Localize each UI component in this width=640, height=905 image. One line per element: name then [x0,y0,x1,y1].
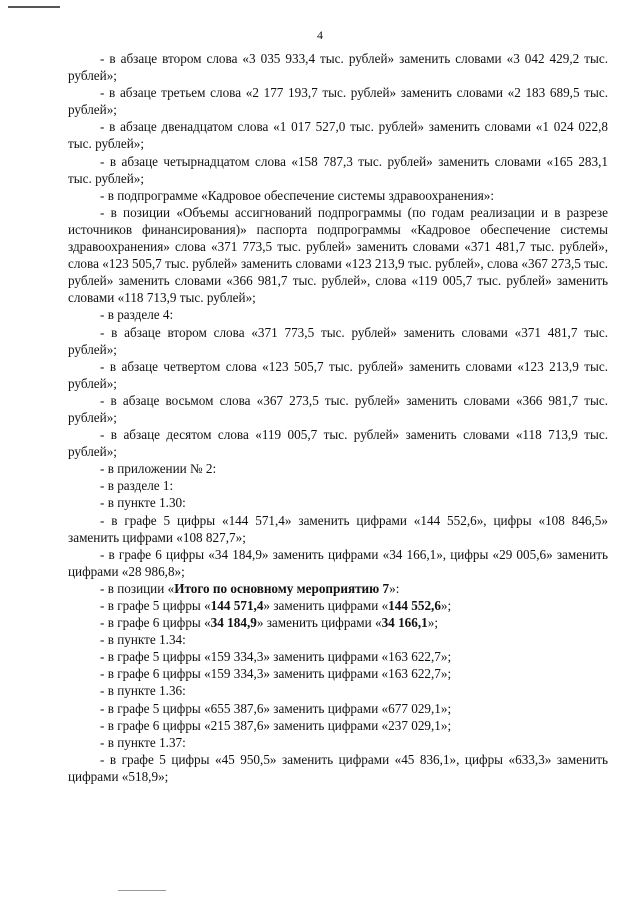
amendment-paragraph: - в абзаце четвертом слова «123 505,7 тыс. рублей» заменить словами «123 213,9 тыс. рублей»; [68,358,608,391]
amendment-paragraph: - в графе 5 цифры «45 950,5» заменить цифрами «45 836,1», цифры «633,3» заменить цифрами «518,9»; [68,751,608,784]
amendment-paragraph: - в пункте 1.36: [100,683,186,699]
amendment-paragraph: - в абзаце втором слова «3 035 933,4 тыс. рублей» заменить словами «3 042 429,2 тыс. рублей»; [68,51,608,84]
amendment-paragraph: - в абзаце двенадцатом слова «1 017 527,0 тыс. рублей» заменить словами «1 024 022,8 тыс. рублей»; [68,119,608,152]
amendment-paragraph: - в пункте 1.37: [100,734,186,750]
document-body [68,50,608,785]
text-run: » заменить цифрами « [256,615,382,631]
amendment-paragraph: - в позиции «Объемы ассигнований подпрограммы (по годам реализации и в разрезе источников финансирования)» паспорта подпрограммы «Кадровое обеспечение системы здравоохранения» слова «371 773,5 тыс. рублей» заменить словами «371 481,7 тыс. рублей», слова «123 505,7 тыс. рублей» заменить словами «123 213,9 тыс. рублей», слова «367 273,5 тыс. рублей» заменить словами «366 981,7 тыс. рублей», слова «119 005,7 тыс. рублей» заменить словами «118 713,9 тыс. рублей»; [68,204,608,306]
scan-artifact-line [8,6,60,8]
amendment-paragraph: - в абзаце четырнадцатом слова «158 787,3 тыс. рублей» заменить словами «165 283,1 тыс. рублей»; [68,153,608,186]
amendment-paragraph: - в разделе 4: [100,307,174,323]
amendment-paragraph: - в графе 6 цифры «34 184,9» заменить цифрами «34 166,1», цифры «29 005,6» заменить цифрами «28 986,8»; [68,546,608,579]
amendment-paragraph [68,597,608,614]
amendment-paragraph: - в абзаце восьмом слова «367 273,5 тыс. рублей» заменить словами «366 981,7 тыс. рублей»; [68,392,608,425]
bold-text: Итого по основному мероприятию 7 [174,580,390,596]
bold-text: 144 571,4 [210,598,264,613]
amendment-paragraph [68,580,608,597]
text-run: » заменить цифрами « [263,598,389,613]
amendment-paragraph: - в подпрограмме «Кадровое обеспечение системы здравоохранения»: [100,187,495,203]
text-run: »; [440,598,452,613]
amendment-paragraph: - в приложении № 2: [100,461,217,477]
text-run: »: [389,580,400,596]
amendment-paragraph: - в пункте 1.34: [100,632,186,648]
text-run: - в позиции « [100,580,175,596]
amendment-paragraph: - в абзаце десятом слова «119 005,7 тыс. рублей» заменить словами «118 713,9 тыс. рублей»; [68,427,608,460]
amendment-paragraph: - в пункте 1.30: [100,495,186,511]
page-number: 4 [317,28,323,42]
text-run: - в графе 6 цифры « [100,615,211,631]
amendment-paragraph: - в разделе 1: [100,478,174,494]
text-run: - в графе 5 цифры « [100,598,211,613]
amendment-paragraph: - в графе 5 цифры «144 571,4» заменить цифрами «144 552,6», цифры «108 846,5» заменить цифрами «108 827,7»; [68,512,608,545]
amendment-paragraph: - в абзаце втором слова «371 773,5 тыс. рублей» заменить словами «371 481,7 тыс. рублей»; [68,324,608,357]
bold-text: 34 184,9 [210,615,257,631]
amendment-paragraph: - в графе 6 цифры «215 387,6» заменить цифрами «237 029,1»; [100,717,452,733]
amendment-paragraph: - в абзаце третьем слова «2 177 193,7 тыс. рублей» заменить словами «2 183 689,5 тыс. рублей»; [68,85,608,118]
bold-text: 34 166,1 [381,615,428,631]
amendment-paragraph: - в графе 5 цифры «655 387,6» заменить цифрами «677 029,1»; [100,700,452,716]
text-run: »; [427,615,438,631]
footer-rule [118,890,166,891]
bold-text: 144 552,6 [388,598,441,613]
amendment-paragraph: - в графе 6 цифры «159 334,3» заменить цифрами «163 622,7»; [100,666,452,682]
amendment-paragraph [68,614,608,631]
amendment-paragraph: - в графе 5 цифры «159 334,3» заменить цифрами «163 622,7»; [100,649,452,665]
